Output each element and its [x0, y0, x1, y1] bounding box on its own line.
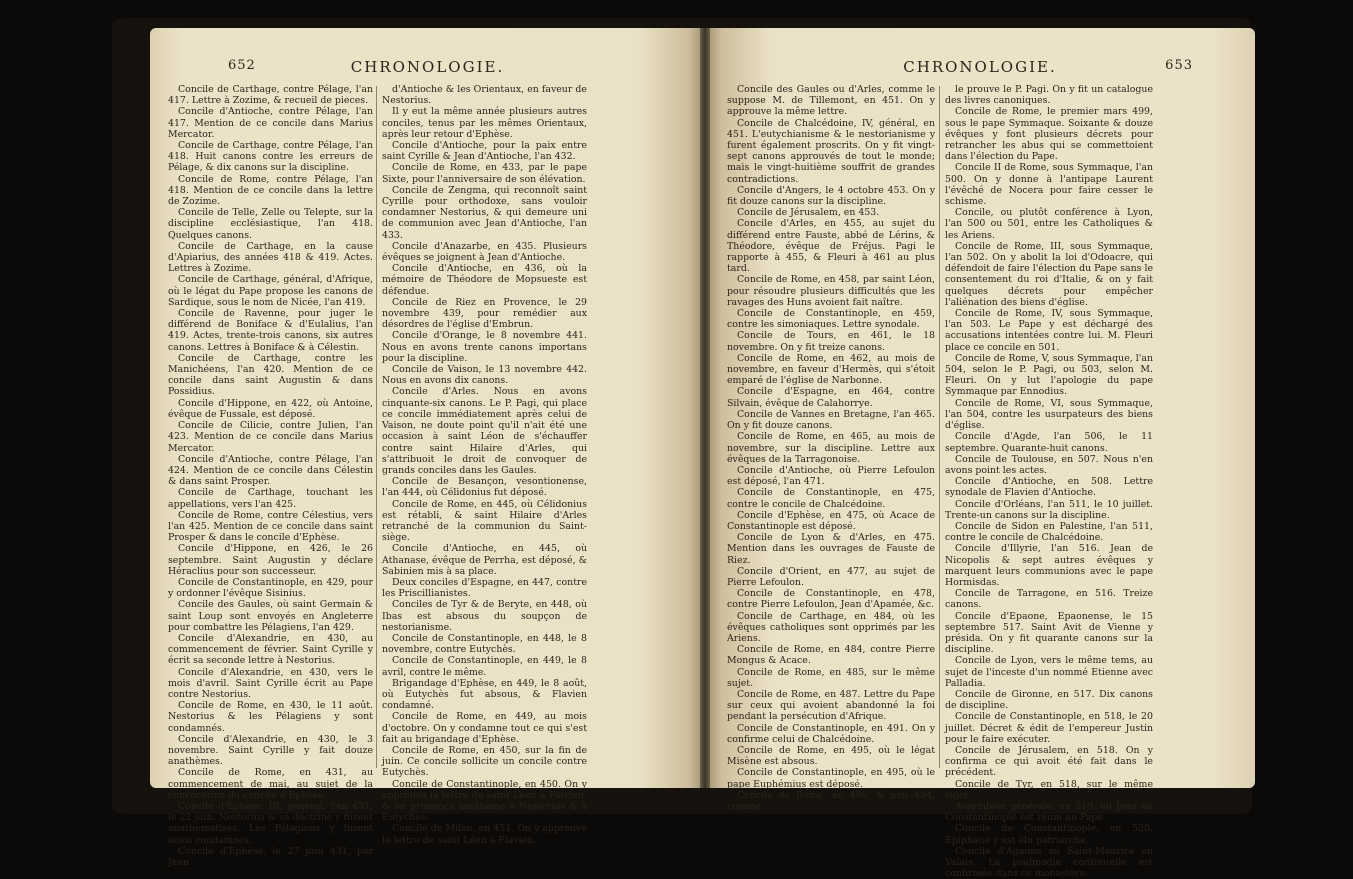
- entry-paragraph: Concile de Rome, en 495, où le légat Misène est absous.: [727, 744, 935, 768]
- right-page: [705, 28, 1255, 879]
- entry-paragraph: Concile d'Agaune ou Saint-Maurice en Valais. La psalmodie continuelle est confirmée dans ce monastère.: [945, 845, 1153, 879]
- left-page-header: [150, 58, 705, 82]
- entry-paragraph: Concile de Rome, V, sous Symmaque, l'an 504, selon le P. Pagi, ou 503, selon M. Fleuri. On y lut l'apologie du pape Symmaque par Ennodius.: [945, 352, 1153, 398]
- entry-paragraph: Assemblée générale, en 519, où Jean de Constantinople est réuni au Pape.: [945, 801, 1153, 824]
- entry-paragraph: Concile de Gironne, en 517. Dix canons de discipline.: [945, 688, 1153, 712]
- left-page-column-2: [382, 84, 587, 846]
- left-page-column-1: [168, 84, 373, 869]
- entry-paragraph: Concile de Constantinople, en 450. On y approuva la lettre de saint Léon à Flavien, & on prononça anathème à Nestorius & à Eutychès.: [382, 778, 587, 824]
- entry-paragraph: Concile d'Agde, l'an 506, le 11 septembre. Quarante-huit canons.: [945, 431, 1153, 454]
- entry-paragraph: Concile de Constantinople, en 478, contre Pierre Lefoulon, Jean d'Apamée, &c.: [727, 588, 935, 611]
- entry-paragraph: Concile de Rome, contre Pélage, l'an 418. Mention de ce concile dans la lettre de Zozime.: [168, 173, 373, 208]
- entry-paragraph: Concile d'Orléans, l'an 511, le 10 juillet. Trente-un canons sur la discipline.: [945, 498, 1153, 521]
- entry-paragraph: Concile de Lyon & d'Arles, en 475. Mention dans les ouvrages de Fauste de Riez.: [727, 532, 935, 566]
- entry-paragraph: Concile de Constantinople, en 491. On y confirme celui de Chalcédoine.: [727, 722, 935, 745]
- entry-paragraph: Concile d'Orient, en 477, au sujet de Pierre Lefoulon.: [727, 565, 935, 588]
- entry-paragraph: Concile d'Illyrie, l'an 516. Jean de Nicopolis & sept autres évêques y marquent leurs communions avec le pape Hormisdas.: [945, 543, 1153, 588]
- entry-paragraph: Concile d'Ephèse, le 27 juin 431, par Jean: [168, 845, 373, 869]
- entry-paragraph: Concile de Carthage, contre Pélage, l'an 417. Lettre à Zozime, & recueil de pieces.: [168, 84, 373, 107]
- entry-paragraph: Concile de Zengma, qui reconnoît saint Cyrille pour orthodoxe, sans vouloir condamner Nestorius, & qui demeure uni de communion avec Jean d'Antioche, l'an 433.: [382, 184, 587, 241]
- entry-paragraph: Concile d'Antioche, en 508. Lettre synodale de Flavien d'Antioche.: [945, 476, 1153, 499]
- entry-paragraph: Concile de Rome, en 431, au commencement de mai, au sujet de la convocation du concile d'Ephèse.: [168, 767, 373, 801]
- entry-paragraph: Brigandage d'Ephèse, en 449, le 8 août, où Eutychès fut absous, & Flavien condamné.: [382, 677, 587, 712]
- entry-paragraph: Concile de Constantinople, en 475, contre le concile de Chalcédoine.: [727, 487, 935, 510]
- entry-paragraph: Concile d'Anazarbe, en 435. Plusieurs évêques se joignent à Jean d'Antioche.: [382, 240, 587, 264]
- entry-paragraph: Concile d'Alexandrie, en 430, au commencement de février. Saint Cyrille y écrit sa seconde lettre à Nestorius.: [168, 632, 373, 667]
- entry-paragraph: Concile d'Orange, le 8 novembre 441. Nous en avons trente canons importans pour la discipline.: [382, 330, 587, 364]
- entry-paragraph: Concile de Constantinople, en 495, où le pape Euphémius est déposé.: [727, 767, 935, 790]
- entry-paragraph: Concile de Lyon, vers le même tems, au sujet de l'inceste d'un nommé Etienne avec Palladia.: [945, 655, 1153, 689]
- entry-paragraph: Concile de Chalcédoine, IV, général, en 451. L'eutychianisme & le nestorianisme y furent également proscrits. On y fit vingt-sept canons approuvés de tout le monde; mais le vingt-huitième souffrit de grandes contradictions.: [727, 117, 935, 185]
- entry-paragraph: Concile de Jérusalem, en 518. On y confirma ce qui avoit été fait dans le précédent.: [945, 744, 1153, 779]
- entry-paragraph: Concile de Cilicie, contre Julien, l'an 423. Mention de ce concile dans Marius Mercator.: [168, 420, 373, 454]
- entry-paragraph: Concile de Rome, en 450, sur la fin de juin. Ce concile sollicite un concile contre Eutychès.: [382, 744, 587, 779]
- entry-paragraph: Concile II de Rome, sous Symmaque, l'an 500. On y donne à l'antipape Laurent l'évêché de Nocera pour faire cesser le schisme.: [945, 162, 1153, 208]
- entry-paragraph: Concile de Carthage, en 484, où les évêques catholiques sont opprimés par les Ariens.: [727, 610, 935, 644]
- entry-paragraph: Concile des Gaules ou d'Arles, comme le suppose M. de Tillemont, en 451. On y approuve la même lettre.: [727, 84, 935, 118]
- left-running-title: CHRONOLOGIE.: [350, 58, 505, 76]
- right-running-title: CHRONOLOGIE.: [903, 58, 1057, 76]
- entry-paragraph: Concile de Rome, en 485, sur le même sujet.: [727, 666, 935, 689]
- entry-paragraph: Concile de Rome, en 458, par saint Léon, pour résoudre plusieurs difficultés que les ravages des Huns avoient fait naître.: [727, 274, 935, 308]
- entry-paragraph: Il y eut la même année plusieurs autres conciles, tenus par les mêmes Orientaux, après leur retour d'Ephèse.: [382, 106, 587, 140]
- entry-paragraph: Concile d'Epaone, Epaonense, le 15 septembre 517. Saint Avit de Vienne y présida. On y fit quarante canons sur la discipline.: [945, 610, 1153, 656]
- entry-paragraph: Concile de Besançon, vesontionense, l'an 444, où Célidonius fut déposé.: [382, 476, 587, 499]
- entry-paragraph: Conciles de Tyr & de Beryte, en 448, où Ibas est absous du soupçon de nestorianisme.: [382, 599, 587, 633]
- entry-paragraph: Concile de Tyr, en 518, sur le même sujet.: [945, 778, 1153, 801]
- entry-paragraph: Concile de Milan, en 451. On y approuve la lettre de saint Léon à Flavien.: [382, 823, 587, 846]
- entry-paragraph: Concile de Riez en Provence, le 29 novembre 439, pour remédier aux désordres de l'église d'Embrun.: [382, 296, 587, 331]
- entry-paragraph: Concile d'Alexandrie, en 430, vers le mois d'avril. Saint Cyrille écrit au Pape contre Nestorius.: [168, 666, 373, 700]
- entry-paragraph: Concile de Rome, en 449, au mois d'octobre. On y condamne tout ce qui s'est fait au brigandage d'Ephèse.: [382, 711, 587, 745]
- book-gutter: [700, 28, 710, 788]
- entry-paragraph: Concile de Rome, en 462, au mois de novembre, en faveur d'Hermès, qui s'étoit emparé de l'église de Narbonne.: [727, 352, 935, 387]
- entry-paragraph: Concile de Carthage, général, d'Afrique, où le légat du Pape propose les canons de Sardique, sous le nom de Nicée, l'an 419.: [168, 274, 373, 308]
- entry-paragraph: Concile d'Antioche, contre Pélage, l'an 424. Mention de ce concile dans Célestin & dans saint Prosper.: [168, 453, 373, 488]
- entry-paragraph: Concile de Carthage, contre les Manichéens, l'an 420. Mention de ce concile dans saint Augustin & dans Possidius.: [168, 352, 373, 398]
- entry-paragraph: Concile de Tours, en 461, le 18 novembre. On y fit treize canons.: [727, 330, 935, 353]
- entry-paragraph: Concile de Constantinople, en 449, le 8 avril, contre le même.: [382, 655, 587, 678]
- entry-paragraph: Concile de Rome, en 496, & non 494, comme: [727, 789, 935, 812]
- entry-paragraph: Concile de Rome, en 445, où Célidonius est rétabli, & saint Hilaire d'Arles retranché de la communion du Saint-siège.: [382, 498, 587, 544]
- entry-paragraph: Concile d'Hippone, en 422, où Antoine, évêque de Fussale, est déposé.: [168, 397, 373, 420]
- entry-paragraph: Concile de Rome, contre Célestius, vers l'an 425. Mention de ce concile dans saint Prosper & dans le concile d'Ephèse.: [168, 509, 373, 544]
- entry-paragraph: Concile de Constantinople, en 448, le 8 novembre, contre Eutychès.: [382, 632, 587, 656]
- entry-paragraph: Concile de Constantinople, en 520. Epiphane y est élu patriarche.: [945, 823, 1153, 846]
- entry-paragraph: Concile d'Arles, en 455, au sujet du différend entre Fauste, abbé de Lérins, & Théodore, évêque de Fréjus. Pagi le rapporte à 455, & Fleuri à 461 au plus tard.: [727, 218, 935, 275]
- entry-paragraph: Concile d'Antioche, en 436, où la mémoire de Théodore de Mopsueste est défendue.: [382, 263, 587, 297]
- entry-paragraph: Concile de Carthage, contre Pélage, l'an 418. Huit canons contre les erreurs de Pélage, & dix canons sur la discipline.: [168, 140, 373, 174]
- entry-paragraph: Concile de Vaison, le 13 novembre 442. Nous en avons dix canons.: [382, 364, 587, 387]
- entry-paragraph: Concile d'Antioche, contre Pélage, l'an 417. Mention de ce concile dans Marius Mercator.: [168, 106, 373, 140]
- entry-paragraph: Concile d'Espagne, en 464, contre Silvain, évêque de Calahorrye.: [727, 386, 935, 409]
- entry-paragraph: Concile d'Alexandrie, en 430, le 3 novembre. Saint Cyrille y fait douze anathèmes.: [168, 733, 373, 768]
- entry-paragraph: Concile de Rome, le premier mars 499, sous le pape Symmaque. Soixante & douze évêques y font plusieurs décrets pour retrancher les abus qui se commettoient dans l'élection du Pape.: [945, 106, 1153, 163]
- right-page-column-1: [727, 84, 935, 812]
- entry-paragraph: Concile de Constantinople, en 429, pour y ordonner l'évêque Sisinius.: [168, 576, 373, 600]
- entry-paragraph: Concile de Rome, IV, sous Symmaque, l'an 503. Le Pape y est déchargé des accusations intentées contre lui. M. Fleuri place ce concile en 501.: [945, 308, 1153, 353]
- entry-paragraph: Concile de Ravenne, pour juger le différend de Boniface & d'Eulalius, l'an 419. Actes, trente-trois canons, six autres canons. Lettres à Boniface & à Célestin.: [168, 308, 373, 353]
- entry-paragraph: Concile de Toulouse, en 507. Nous n'en avons point les actes.: [945, 453, 1153, 476]
- entry-paragraph: Concile de Carthage, touchant les appellations, vers l'an 425.: [168, 487, 373, 510]
- entry-paragraph: d'Antioche & les Orientaux, en faveur de Nestorius.: [382, 84, 587, 107]
- entry-paragraph: Concile d'Antioche, en 445, où Athanase, évêque de Perrha, est déposé, & Sabinien mis à sa place.: [382, 543, 587, 577]
- entry-paragraph: Concile de Tarragone, en 516. Treize canons.: [945, 588, 1153, 611]
- entry-paragraph: Concile de Rome, en 433, par le pape Sixte, pour l'anniversaire de son élévation.: [382, 162, 587, 185]
- entry-paragraph: Deux conciles d'Espagne, en 447, contre les Priscillianistes.: [382, 576, 587, 600]
- entry-paragraph: Concile de Constantinople, en 518, le 20 juillet. Décret & édit de l'empereur Justin pour le faire exécuter.: [945, 711, 1153, 745]
- right-column-rule: [939, 86, 940, 768]
- right-page-number: 653: [1165, 58, 1193, 73]
- entry-paragraph: le prouve le P. Pagi. On y fit un catalogue des livres canoniques.: [945, 84, 1153, 107]
- entry-paragraph: Concile de Carthage, en la cause d'Apiarius, des années 418 & 419. Actes. Lettres à Zozime.: [168, 240, 373, 275]
- entry-paragraph: Concile de Rome, VI, sous Symmaque, l'an 504, contre les usurpateurs des biens d'église.: [945, 397, 1153, 432]
- entry-paragraph: Concile de Sidon en Palestine, l'an 511, contre le concile de Chalcédoine.: [945, 520, 1153, 544]
- entry-paragraph: Concile de Rome, III, sous Symmaque, l'an 502. On y abolit la loi d'Odoacre, qui défendoit de faire l'élection du Pape sans le consentement du roi d'Italie, & on y fait quelques décrets pour empêcher l'aliénation des biens d'église.: [945, 240, 1153, 308]
- entry-paragraph: Concile d'Ephèse, III, général, l'an 431, le 22 juin. Nestorius & sa doctrine y furent anathématisés. Les Pélagiens y furent aussi condamnés.: [168, 801, 373, 846]
- entry-paragraph: Concile d'Antioche, pour la paix entre saint Cyrille & Jean d'Antioche, l'an 432.: [382, 140, 587, 163]
- entry-paragraph: Concile d'Antioche, où Pierre Lefoulon est déposé, l'an 471.: [727, 464, 935, 488]
- entry-paragraph: Concile de Rome, en 465, au mois de novembre, sur la discipline. Lettre aux évêques de la Tarragonoise.: [727, 431, 935, 465]
- left-column-rule: [376, 86, 377, 768]
- entry-paragraph: Concile de Telle, Zelle ou Telepte, sur la discipline ecclésiastique, l'an 418. Quelques canons.: [168, 207, 373, 241]
- entry-paragraph: Concile de Jérusalem, en 453.: [737, 207, 880, 219]
- entry-paragraph: Concile de Rome, en 484, contre Pierre Mongus & Acace.: [727, 644, 935, 667]
- entry-paragraph: Concile de Constantinople, en 459, contre les simoniaques. Lettre synodale.: [727, 308, 935, 331]
- entry-paragraph: Concile d'Arles. Nous en avons cinquante-six canons. Le P. Pagi, qui place ce concile immédiatement après celui de Vaison, ne doute point qu'il n'ait été une occasion à saint Léon de s'échauffer contre saint Hilaire d'Arles, qui s'attribuoit le droit de convoquer de grands conciles dans les Gaules.: [382, 386, 587, 476]
- right-page-column-2: [945, 84, 1153, 879]
- entry-paragraph: Concile des Gaules, où saint Germain & saint Loup sont envoyés en Angleterre pour combattre les Pélagiens, l'an 429.: [168, 599, 373, 633]
- entry-paragraph: Concile, ou plutôt conférence à Lyon, l'an 500 ou 501, entre les Catholiques & les Ariens.: [945, 207, 1153, 241]
- entry-paragraph: Concile de Rome, en 487. Lettre du Pape sur ceux qui avoient abandonné la foi pendant la persécution d'Afrique.: [727, 688, 935, 723]
- entry-paragraph: Concile de Vannes en Bretagne, l'an 465. On y fit douze canons.: [727, 408, 935, 432]
- entry-paragraph: Concile de Rome, en 430, le 11 août. Nestorius & les Pélagiens y sont condamnés.: [168, 700, 373, 734]
- right-page-header: [705, 58, 1255, 82]
- left-page-number: 652: [228, 58, 256, 73]
- entry-paragraph: Concile d'Hippone, en 426, le 26 septembre. Saint Augustin y déclare Héraclius pour son successeur.: [168, 543, 373, 577]
- left-page: [150, 28, 705, 869]
- entry-paragraph: Concile d'Ephèse, en 475, où Acace de Constantinople est déposé.: [727, 509, 935, 532]
- entry-paragraph: Concile d'Angers, le 4 octobre 453. On y fit douze canons sur la discipline.: [727, 184, 935, 208]
